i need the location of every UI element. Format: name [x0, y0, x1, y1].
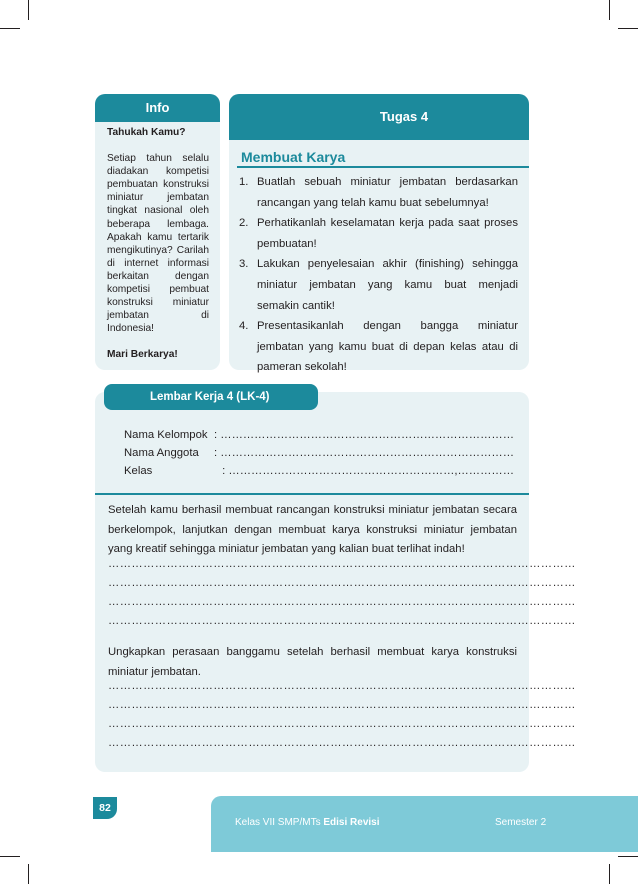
crop-mark: [618, 856, 638, 857]
form-fill-line[interactable]: : ……………………………………………………………………: [214, 429, 514, 441]
answer-line[interactable]: …………………………………………………………………………………………………………: [108, 699, 576, 711]
info-closing: Mari Berkarya!: [107, 349, 178, 361]
list-item-text: Buatlah sebuah miniatur jembatan berdasarkan rancangan yang telah kamu buat sebelumnya!: [257, 176, 518, 209]
worksheet-tab: [104, 384, 318, 410]
list-item-number: 3.: [239, 258, 249, 271]
crop-mark: [618, 28, 638, 29]
tugas-header-label: Tugas 4: [379, 109, 429, 124]
answer-line[interactable]: …………………………………………………………………………………………………………: [108, 596, 576, 608]
form-row-nama-kelompok: [124, 429, 514, 441]
footer-book-edition: Edisi Revisi: [323, 817, 380, 828]
info-heading: Tahukah Kamu?: [107, 127, 186, 138]
crop-mark: [0, 856, 20, 857]
tugas-title: Membuat Karya: [241, 149, 346, 165]
page-number: 82: [93, 797, 117, 819]
list-item-text: Perhatikanlah keselamatan kerja pada saat proses pembuatan!: [257, 217, 518, 250]
worksheet-instruction-2: Ungkapkan perasaan banggamu setelah berhasil membuat karya konstruksi miniatur jembatan.: [108, 646, 517, 678]
list-item-text: Presentasikanlah dengan bangga miniatur jembatan yang kamu buat di depan kelas atau di pameran sekolah!: [257, 320, 518, 374]
info-body: Setiap tahun selalu diadakan kompetisi pembuatan konstruksi miniatur jembatan tingkat nasional oleh beberapa lembaga. Apakah kamu tertarik mengikutinya? Carilah di internet informasi berkaitan dengan kompetisi pembuat konstruksi miniatur jembatan di Indonesia!: [107, 153, 209, 335]
answer-line[interactable]: …………………………………………………………………………………………………………: [108, 577, 576, 589]
answer-line[interactable]: …………………………………………………………………………………………………………: [108, 615, 576, 627]
list-item: [239, 172, 518, 213]
form-row-nama-anggota: [124, 447, 514, 459]
tugas-list: [239, 172, 518, 378]
answer-line[interactable]: …………………………………………………………………………………………………………: [108, 558, 576, 570]
answer-line[interactable]: …………………………………………………………………………………………………………: [108, 737, 576, 749]
list-item: [239, 213, 518, 254]
tugas-header: [229, 94, 529, 140]
tugas-divider: [237, 166, 529, 168]
crop-mark: [28, 864, 29, 884]
footer-book-prefix: Kelas VII SMP/MTs: [235, 817, 324, 828]
form-label: Nama Anggota: [124, 447, 199, 459]
answer-line[interactable]: …………………………………………………………………………………………………………: [108, 718, 576, 730]
crop-mark: [609, 864, 610, 884]
list-item: [239, 316, 518, 378]
list-item-text: Lakukan penyelesaian akhir (finishing) sehingga miniatur jembatan yang kamu buat menjadi semakin cantik!: [257, 258, 518, 312]
list-item-number: 1.: [239, 176, 249, 188]
list-item: [239, 254, 518, 316]
crop-mark: [28, 0, 29, 20]
form-label: Nama Kelompok: [124, 429, 208, 441]
worksheet-instruction-1: Setelah kamu berhasil membuat rancangan konstruksi miniatur jembatan secara berkelompok, lanjutkan dengan membuat karya konstruksi miniatur jembatan yang kreatif sehingga miniatur jembatan yang kalian buat terlihat indah!: [108, 504, 517, 555]
list-item-number: 4.: [239, 320, 249, 333]
form-fill-line[interactable]: : ……………………………………………………,……………: [222, 465, 514, 477]
form-label: Kelas: [124, 465, 153, 477]
info-tab: [95, 94, 220, 122]
info-tab-label: Info: [145, 100, 170, 115]
footer-book-title: [235, 817, 380, 828]
answer-line[interactable]: …………………………………………………………………………………………………………: [108, 680, 576, 692]
form-row-kelas: [124, 465, 514, 477]
worksheet-tab-label: Lembar Kerja 4 (LK-4): [150, 391, 270, 403]
info-text: [107, 126, 209, 362]
crop-mark: [609, 0, 610, 20]
crop-mark: [0, 28, 20, 29]
footer-semester: Semester 2: [495, 817, 547, 828]
list-item-number: 2.: [239, 217, 249, 230]
worksheet-divider: [95, 493, 529, 495]
form-fill-line[interactable]: : ……………………………………………………………………: [214, 447, 514, 459]
